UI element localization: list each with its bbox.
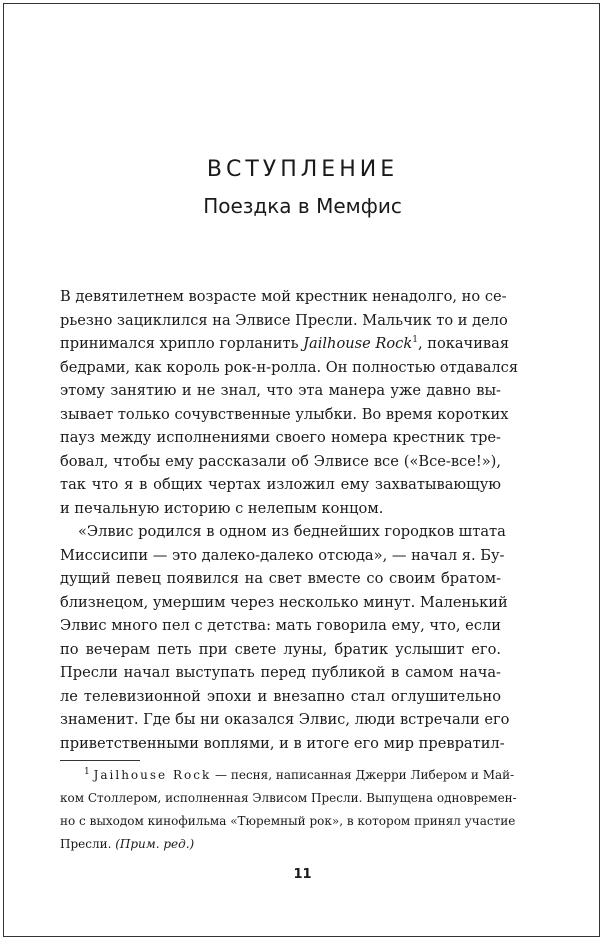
- text-line: Миссисипи — это далеко-далеко отсюда», — начал я. Бу-: [60, 546, 505, 564]
- text-fragment: , покачивая: [417, 335, 510, 352]
- text-line: близнецом, умершим через несколько минут. Маленький: [60, 593, 508, 611]
- text-line: «Элвис родился в одном из беднейших городков штата: [78, 523, 506, 540]
- text-fragment: Пресли.: [60, 837, 116, 851]
- chapter-title: Поездка в Мемфис: [203, 194, 402, 218]
- footnote-line: [60, 833, 501, 856]
- text-line: Элвис много пел с детства: мать говорила ему, что, если: [60, 617, 501, 634]
- footnote-divider: [60, 760, 140, 761]
- text-fragment: принимался хрипло горланить: [60, 335, 304, 352]
- text-line: В девятилетнем возрасте мой крестник ненадолго, но се-: [60, 288, 507, 305]
- text-line: [60, 332, 510, 356]
- paragraph-2: [60, 520, 510, 755]
- editor-note: (Прим. ред.): [115, 837, 195, 851]
- body-text: [60, 285, 519, 755]
- text-line: бедрами, как король рок-н-ролла. Он полностью отдавался: [60, 358, 519, 376]
- text-line: Пресли начал выступать перед публикой в самом нача-: [60, 664, 501, 681]
- text-line: зывает только сочувственные улыбки. Во время коротких: [60, 405, 509, 423]
- song-title: Jailhouse Rock: [303, 335, 413, 352]
- footnote-line: [60, 764, 515, 787]
- paragraph-1: [60, 285, 519, 520]
- text-line: знаменит. Где бы ни оказался Элвис, люди встречали его: [60, 711, 510, 728]
- text-line: рьезно зациклился на Элвисе Пресли. Мальчик то и дело: [60, 311, 508, 329]
- footnote: [60, 764, 517, 856]
- page-number: 11: [293, 867, 312, 882]
- text-line: так что я в общих чертах изложил ему захватывающую: [60, 476, 501, 493]
- text-line: по вечерам петь при свете луны, братик услышит его.: [60, 640, 501, 658]
- chapter-label: ВСТУПЛЕНИЕ: [206, 157, 399, 182]
- text-line: и печальную историю с нелепым концом.: [60, 499, 384, 517]
- text-line: этому занятию и не знал, что эта манера уже давно вы-: [60, 382, 501, 399]
- text-line: приветственными воплями, и в итоге его мир превратил-: [60, 734, 505, 752]
- text-line: пауз между исполнениями своего номера крестник тре-: [60, 429, 501, 446]
- text-line: дущий певец появился на свет вместе со своим братом-: [60, 570, 501, 587]
- footnote-line: но с выходом кинофильма «Тюремный рок», в котором принял участие: [60, 814, 516, 828]
- text-line: бовал, чтобы ему рассказали об Элвисе все («Все-все!»),: [60, 452, 501, 470]
- footnote-line: ком Столлером, исполненная Элвисом Пресли. Выпущена одновремен-: [60, 791, 517, 805]
- footnote-song-title: Jailhouse Rock: [93, 768, 212, 782]
- text-fragment: — песня, написанная Джерри Либером и Май-: [211, 768, 515, 782]
- footnote-reference[interactable]: 1: [412, 335, 418, 346]
- footnote-marker: 1: [84, 767, 90, 777]
- text-line: ле телевизионной эпохи и внезапно стал оглушительно: [60, 687, 501, 705]
